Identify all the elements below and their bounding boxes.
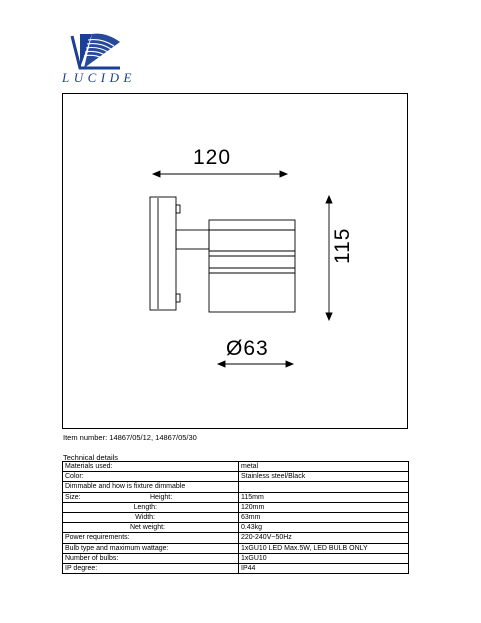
table-row [63,502,409,512]
diameter-dimension-label: Ø63 [226,337,269,360]
item-number: Item number: 14867/05/12, 14867/05/30 [63,433,197,442]
table-row [63,462,409,472]
technical-details-title: Technical details [63,453,119,462]
row-label: Power requirements: [63,533,239,543]
row-value: IP44 [239,563,409,573]
lucide-logo [62,26,152,90]
net-weight-label: Net weight: [129,524,165,532]
row-value: 220-240V~50Hz [239,533,409,543]
lamp-body [209,220,295,312]
table-row [63,543,409,553]
size-label: Size: [65,493,81,501]
width-label: Width: [135,514,155,522]
row-value: 1xGU10 LED Max.5W, LED BULB ONLY [239,543,409,553]
row-value [239,482,409,492]
lamp-drawing [63,94,409,430]
wall-plate [150,197,176,310]
table-row [63,553,409,563]
row-value: 115mm [239,492,409,502]
height-dimension-label: 115 [331,227,354,264]
row-label [63,523,239,533]
table-row [63,563,409,573]
table-row [63,482,409,492]
row-label [63,492,239,502]
row-label: Color: [63,472,239,482]
technical-details-table [62,461,409,574]
row-value: 0.43kg [239,523,409,533]
height-label: Height: [150,493,173,501]
row-label: Dimmable and how is fixture dimmable [63,482,239,492]
table-row [63,533,409,543]
table-row [63,472,409,482]
row-label [63,502,239,512]
table-row [63,492,409,502]
row-value: 63mm [239,512,409,522]
technical-drawing [62,93,408,429]
table-row [63,512,409,522]
row-value: metal [239,462,409,472]
row-label [63,512,239,522]
width-dimension-label: 120 [193,146,232,169]
lucide-fan-icon [62,26,132,72]
row-value: Stainless steel/Black [239,472,409,482]
row-label: Bulb type and maximum wattage: [63,543,239,553]
lamp-arm [176,230,209,249]
row-label: IP degree: [63,563,239,573]
length-label: Length: [133,503,157,511]
row-label: Number of bulbs: [63,553,239,563]
logo-wordmark: LUCIDE [62,70,136,85]
row-value: 1xGU10 [239,553,409,563]
table-row [63,523,409,533]
row-label: Materials used: [63,462,239,472]
row-value: 120mm [239,502,409,512]
